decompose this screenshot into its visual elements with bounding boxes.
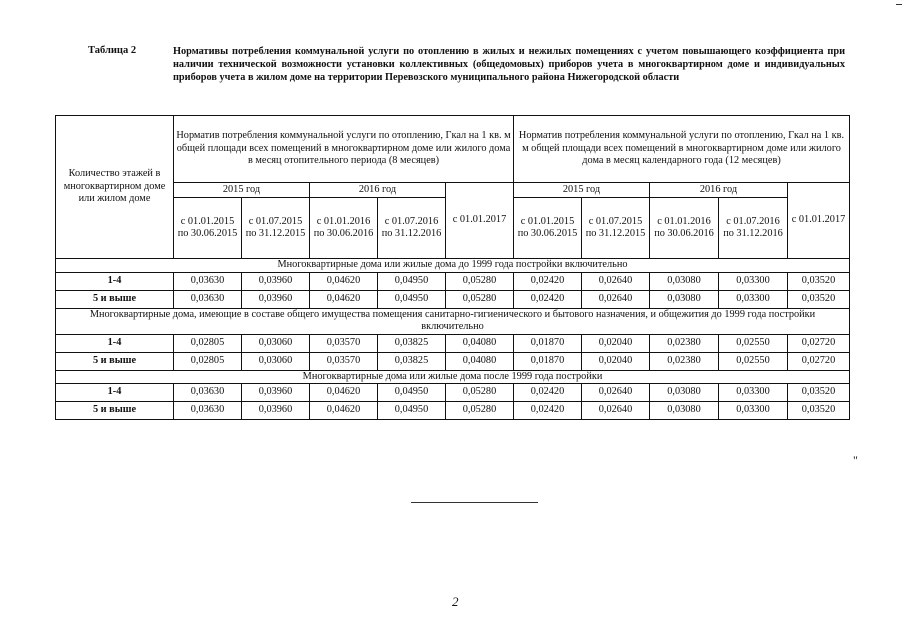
value-cell: 0,03520 (788, 402, 850, 420)
closing-quote: " (853, 453, 858, 467)
value-cell: 0,05280 (446, 272, 514, 290)
value-cell: 0,02550 (719, 334, 788, 352)
row-label: 1-4 (56, 384, 174, 402)
separator-line (411, 502, 538, 503)
table-row (56, 272, 850, 290)
value-cell: 0,03960 (242, 402, 310, 420)
value-cell: 0,02640 (582, 272, 650, 290)
year-header: 2016 год (650, 183, 788, 198)
section-row (56, 259, 850, 273)
value-cell: 0,02640 (582, 402, 650, 420)
table-row (56, 352, 850, 370)
norms-table (55, 115, 850, 420)
value-cell: 0,03630 (174, 290, 242, 308)
value-cell: 0,02380 (650, 352, 719, 370)
table-label: Таблица 2 (88, 45, 137, 56)
value-cell: 0,04080 (446, 352, 514, 370)
period-header: с 01.07.2015 по 31.12.2015 (242, 198, 310, 259)
value-cell: 0,03300 (719, 384, 788, 402)
value-cell: 0,04950 (378, 272, 446, 290)
year-header: 2016 год (310, 183, 446, 198)
value-cell: 0,03080 (650, 272, 719, 290)
year-header: 2015 год (514, 183, 650, 198)
value-cell: 0,04620 (310, 272, 378, 290)
table-row (56, 334, 850, 352)
value-cell: 0,03300 (719, 290, 788, 308)
table-title: Нормативы потребления коммунальной услуги по отоплению в жилых и нежилых помещениях с учетом повышающего коэффициента при наличии технической возможности установки коллективных (общедомовых) приборов учета в многоквартирном доме и индивидуальных приборов учета в жилом доме на территории Перевозского муниципального района Нижегородской области (173, 46, 845, 83)
row-label: 1-4 (56, 272, 174, 290)
value-cell: 0,03520 (788, 384, 850, 402)
value-cell: 0,03060 (242, 334, 310, 352)
value-cell: 0,03630 (174, 384, 242, 402)
row-label: 5 и выше (56, 290, 174, 308)
value-cell: 0,04950 (378, 402, 446, 420)
period-header: с 01.01.2016 по 30.06.2016 (310, 198, 378, 259)
value-cell: 0,01870 (514, 352, 582, 370)
value-cell: 0,03960 (242, 290, 310, 308)
value-cell: 0,02805 (174, 334, 242, 352)
period-header: с 01.07.2016 по 31.12.2016 (719, 198, 788, 259)
value-cell: 0,03960 (242, 272, 310, 290)
value-cell: 0,03080 (650, 384, 719, 402)
row-label: 5 и выше (56, 352, 174, 370)
calendar-year-header: Норматив потребления коммунальной услуги по отоплению, Гкал на 1 кв. м общей площади всех помещений в многоквартирном доме или жилого дома в месяц календарного года (12 месяцев) (514, 116, 850, 183)
page-number: 2 (452, 594, 459, 609)
table-row (56, 290, 850, 308)
period-header: с 01.01.2015 по 30.06.2015 (514, 198, 582, 259)
value-cell: 0,03080 (650, 290, 719, 308)
value-cell: 0,02420 (514, 384, 582, 402)
value-cell: 0,02805 (174, 352, 242, 370)
value-cell: 0,03825 (378, 352, 446, 370)
value-cell: 0,05280 (446, 384, 514, 402)
period-header: с 01.07.2016 по 31.12.2016 (378, 198, 446, 259)
value-cell: 0,04620 (310, 384, 378, 402)
value-cell: 0,03520 (788, 290, 850, 308)
section-title: Многоквартирные дома, имеющие в составе общего имущества помещения санитарно-гигиенического и бытового назначения, и общежития до 1999 года постройки включительно (56, 308, 850, 334)
period-header: с 01.01.2016 по 30.06.2016 (650, 198, 719, 259)
table-row (56, 384, 850, 402)
value-cell: 0,02550 (719, 352, 788, 370)
value-cell: 0,02040 (582, 352, 650, 370)
value-cell: 0,03060 (242, 352, 310, 370)
value-cell: 0,04620 (310, 402, 378, 420)
value-cell: 0,02040 (582, 334, 650, 352)
value-cell: 0,03825 (378, 334, 446, 352)
value-cell: 0,03300 (719, 272, 788, 290)
period-header: с 01.07.2015 по 31.12.2015 (582, 198, 650, 259)
value-cell: 0,01870 (514, 334, 582, 352)
value-cell: 0,03630 (174, 402, 242, 420)
value-cell: 0,04620 (310, 290, 378, 308)
floors-header: Количество этажей в многоквартирном доме или жилом доме (56, 116, 174, 259)
value-cell: 0,02720 (788, 334, 850, 352)
table-body (56, 259, 850, 420)
section-row (56, 308, 850, 334)
section-row (56, 370, 850, 384)
value-cell: 0,03080 (650, 402, 719, 420)
value-cell: 0,03570 (310, 352, 378, 370)
value-cell: 0,02380 (650, 334, 719, 352)
value-cell: 0,02420 (514, 272, 582, 290)
value-cell: 0,02640 (582, 384, 650, 402)
value-cell: 0,03960 (242, 384, 310, 402)
value-cell: 0,04950 (378, 290, 446, 308)
value-cell: 0,05280 (446, 290, 514, 308)
value-cell: 0,04080 (446, 334, 514, 352)
row-label: 1-4 (56, 334, 174, 352)
value-cell: 0,02640 (582, 290, 650, 308)
value-cell: 0,03520 (788, 272, 850, 290)
section-title: Многоквартирные дома или жилые дома до 1999 года постройки включительно (56, 259, 850, 273)
year-header: 2015 год (174, 183, 310, 198)
row-label: 5 и выше (56, 402, 174, 420)
section-title: Многоквартирные дома или жилые дома после 1999 года постройки (56, 370, 850, 384)
value-cell: 0,05280 (446, 402, 514, 420)
value-cell: 0,02420 (514, 402, 582, 420)
value-cell: 0,03630 (174, 272, 242, 290)
period-header: с 01.01.2017 (446, 183, 514, 259)
value-cell: 0,03570 (310, 334, 378, 352)
corner-mark (896, 4, 902, 5)
period-header: с 01.01.2017 (788, 183, 850, 259)
heating-period-header: Норматив потребления коммунальной услуги по отоплению, Гкал на 1 кв. м общей площади всех помещений в многоквартирном доме или жилого дома в месяц отопительного периода (8 месяцев) (174, 116, 514, 183)
value-cell: 0,03300 (719, 402, 788, 420)
period-header: с 01.01.2015 по 30.06.2015 (174, 198, 242, 259)
table-row (56, 402, 850, 420)
value-cell: 0,04950 (378, 384, 446, 402)
value-cell: 0,02420 (514, 290, 582, 308)
value-cell: 0,02720 (788, 352, 850, 370)
